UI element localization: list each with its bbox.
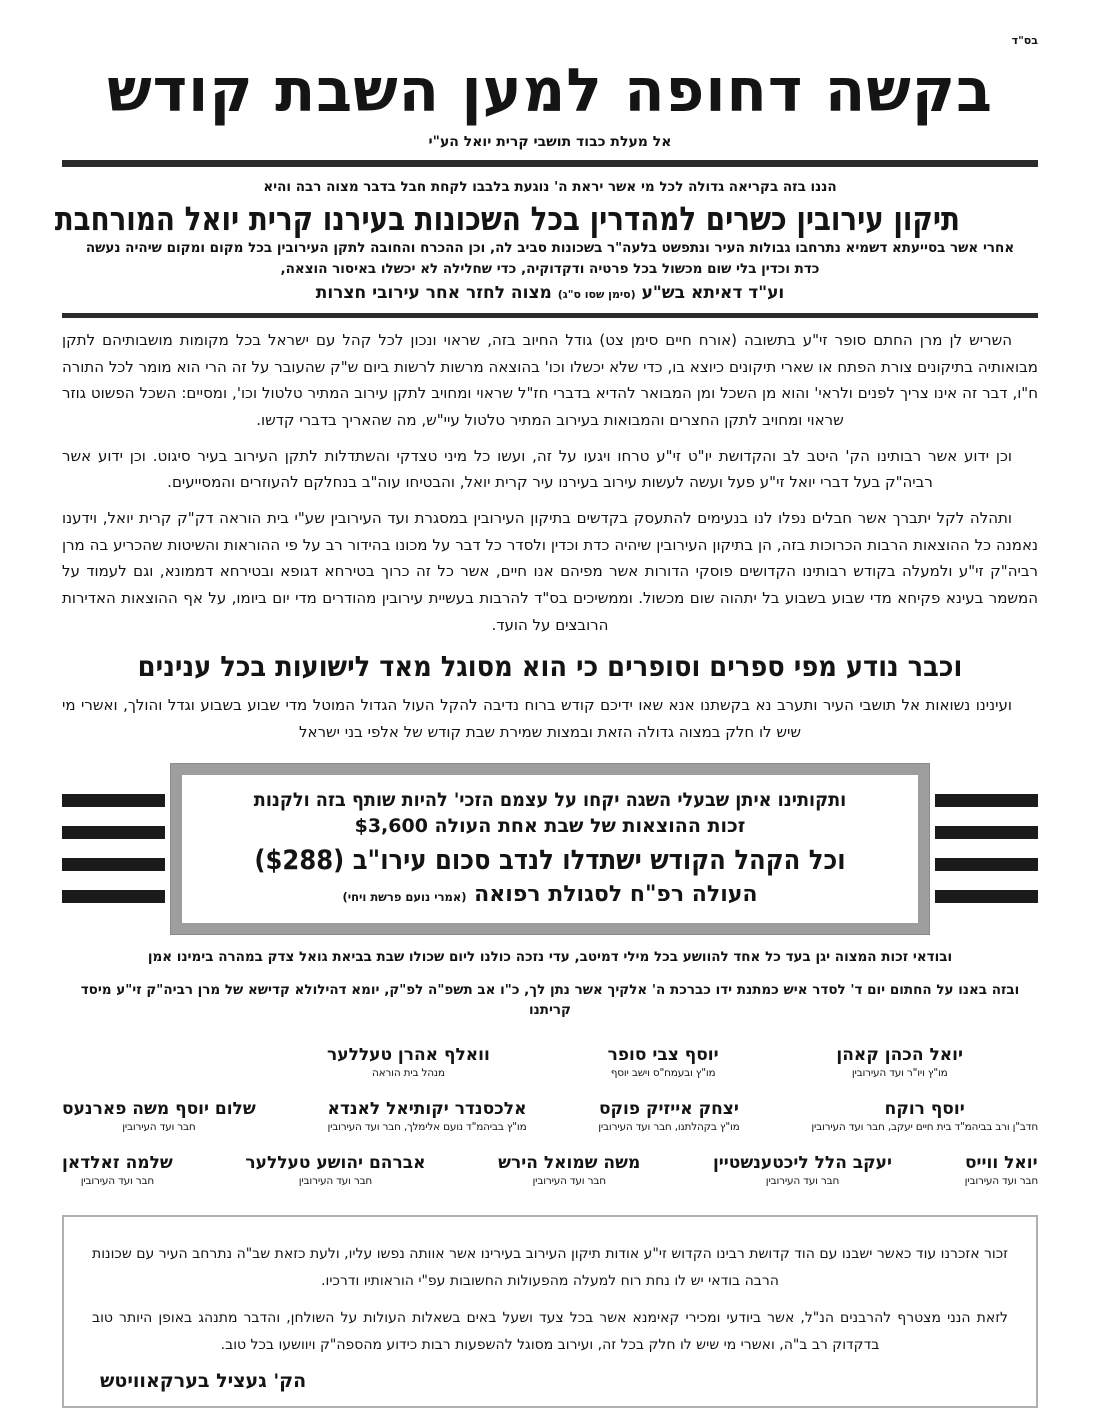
signatory [608,1045,719,1079]
signatories-row-2 [62,1099,1038,1133]
signatory-title: חבר ועד העירובין [122,1120,196,1133]
signatory-name: יצחק אייזיק פוקס [598,1098,739,1119]
decorative-stripes-left [62,794,165,903]
signatory [965,1153,1038,1187]
signatory-title: חבר ועד העירובין [532,1174,606,1187]
signatory-title: מו"ץ בביהמ"ד נועם אלימלך, חבר ועד העירובין [327,1120,527,1133]
sa-line-end: מצוה לחזר אחר עירובי חצרות [315,282,552,303]
signatories-row-1 [327,1045,963,1079]
signatory-title: מו"ץ ובעמח"ס וישב יוסף [610,1066,716,1079]
signatory [598,1099,739,1133]
signatory [62,1099,256,1133]
signatory-name: יוסף רוקח [884,1098,965,1119]
signatory [245,1153,425,1187]
pledge-citation: (אמרי נועם פרשת ויחי) [342,889,467,904]
page-title: בקשה דחופה למען השבת קודש [107,56,993,126]
signatory [836,1045,963,1079]
signatories-row-3 [62,1153,1038,1187]
page-subtitle: אל מעלת כבוד תושבי קרית יואל הע"י [428,134,672,150]
signatory-name: אלכסנדר יקותיאל לאנדא [327,1098,527,1119]
call-line: הננו בזה בקריאה גדולה לכל מי אשר יראת ה' נוגעת בלבבו לקחת חבל בדבר מצוה רבה והיא [263,179,837,195]
sa-line-start: וע"ד דאיתא בש"ע [641,282,785,303]
endorsement-box [62,1215,1038,1408]
shulchan-aruch-line [62,283,1038,303]
pledge-section [62,764,1038,934]
signatory-name: שלום יוסף משה פארנעס [62,1098,256,1119]
signatory-name: וואלף אהרן טעללער [327,1044,490,1065]
pledge-line-3: וכל הקהל הקודש ישתדלו לנדב סכום עירו"ב ($288) [254,844,846,876]
signatory-title: חבר ועד העירובין [964,1174,1038,1187]
signatory-name: שלמה זאלדאן [62,1152,173,1173]
pledge-line-1: ותקותינו איתן שבעלי השגה יקחו על עצמם הזכי' להיות שותף בזה ולקנות [253,788,847,811]
signatory-title: חבר ועד העירובין [765,1174,840,1187]
segulah-headline: וכבר נודע מפי ספרים וסופרים כי הוא מסוגל מאד לישועות בכל ענינים [137,650,963,684]
signatory-name: יואל הכהן קאהן [836,1044,963,1065]
body-paragraph-2: וכן ידוע אשר רבותינו הק' היטב לב והקדושת יו"ט זי"ע טרחו ויגעו על זה, ועשו כל מיני טצדקי והשתדלות לתקן העירוב בעיר סיגוט. וכן ידוע אשר רביה"ק בעל דברי יואל זי"ע פעל ועשה לעשות עירוב בעירנו עיר קרית יואל, והבטיחו עוה"ב בנחלקם להעוזרים והמסייעים. [62,446,1012,492]
body-paragraph-1: השריש לן מרן החתם סופר זי"ע בתשובה (אורח חיים סימן צט) גודל החיוב בזה, שראוי ונכון לכל קהל עם ישראל בכל מקומות מושבותיהם לתקן מבואותיה בתיקונים צורת הפתח או שארי תיקונים כיוצא בו, כדי שלא יכשלו וכו' בהוצאה מרשות לרשות ביום ש"ק שהעובר על זה הרי הוא מומר לכל התורה ח"ו, דבר זה אינו צריך לפנים ולראי' והוא מן השכל ומן המבואר להדיא בדברי חז"ל שראוי ומחויב לתקן עירוב המתיר טלטול וכו', ומסיים: השכל הפשוט גוזר שראוי ומחויב לתקן החצרים והמבואות בעירוב המתיר טלטול עיי"ש, מה שהאריך בדברי קדשו. [62,330,1038,429]
endorsement-paragraph-1: זכור אזכרנו עוד כאשר ישבנו עם הוד קדושת רבינו הקדוש זי"ע אודות תיקון העירוב בעירינו אשר אוותה נפשו עליו, ולעת כזאת שב"ה נתרחב העיר עם שכונות הרבה בודאי יש לו נחת רוח למעלה מהפעולות החשובות עפ"י הוראותיו ודרכיו. [92,1245,1008,1289]
divider-top [62,160,1038,167]
sa-citation: (סימן שסו ס"ג) [557,287,636,301]
body-paragraph-3: ותהלה לקל יתברך אשר חבלים נפלו לנו בנעימים להתעסק בקדשים בתיקון העירובין במסגרת ועד העירובין שע"י בית הוראה דק"ק קרית יואל, וידענו נאמנה כל ההוצאות הרבות הכרוכות בזה, הן בתיקון העירובין שיהיה כדת וכדין ולסדר כל דבר על מכונו בהידור רב על פי ההוראות והשיטות שהכריע בה מרן רביה"ק זי"ע ולמעלה בקודש רבותינו הקדושים פוסקי הדורות אשר מפיהם אנו חיים, אשר כל זה כרוך בטירחא דגופא ובטירחא דממונא, וגם לעמוד על המשמר בעינא פקיחא מדי שבוע בשבוע בל יתהוה שום מכשול. וממשיכים בס"ד להרבות בעשיית עירובין מהודרים מדי יום ביומו, על אף ההוצאות האדירות הרובצים על הועד. [62,508,1038,634]
signatory [327,1099,526,1133]
body-paragraph-4: ועינינו נשואות אל תושבי העיר ותערב נא בקשתנו אנא שאו ידיכם קודש ברוח נדיבה להקל העול הגדול המוטל מדי שבוע בשבוע וגדל והולך, ואשרי מי שיש לו חלק במצוה גדולה הזאת ובמצות שמירת שבת קודש של אלפי בני ישראל [62,696,1012,742]
signatory [811,1099,1038,1133]
closing-line-1: ובודאי זכות המצוה יגן בעד כל אחד להוושע בכל מילי דמיטב, עדי נזכה כולנו ליום שכולו שבת בביאת גואל צדק במהרה בימינו אמן [147,948,953,965]
signatory-title: חדב"ן ורב בביהמ"ד בית חיים יעקב, חבר ועד העירובין [811,1120,1038,1133]
signatory-name: יואל ווייס [964,1152,1038,1173]
signatory-name: יעקב הלל ליכטענשטיין [712,1152,893,1173]
headline-sub-2: כדת וכדין בלי שום מכשול בכל פרטיה ודקדוקיה, כדי שחלילה לא יכשלו באיסור הוצאה, [280,260,820,277]
signatory-name: משה שמואל הירש [498,1152,641,1173]
endorsement-signature: הק' געציל בערקאוויטש [100,1369,307,1392]
signatory-title: מנהל בית הוראה [371,1066,445,1079]
signatory-title: חבר ועד העירובין [80,1174,155,1187]
pledge-line-4-text: העולה רפ"ח לסגולת רפואה [474,881,758,907]
signatory-title: חבר ועד העירובין [298,1174,373,1187]
pledge-line-4 [206,882,894,907]
signatory-name: יוסף צבי סופר [607,1044,719,1065]
signatory [713,1153,892,1187]
headline-sub-1: אחרי אשר בסייעתא דשמיא נתרחבו גבולות העיר ונתפשט בלעה"ר בשכונות סביב לה, וכן ההכרח והחובה לתקן העירובין בכל מקום ומקום שיהיה נעשה [85,240,1015,256]
divider-mid [62,313,1038,318]
signatory-title: מו"ץ ויו"ר ועד העירובין [851,1066,948,1079]
signatory-name: אברהם יהושע טעללער [245,1152,426,1173]
closing-line-2: ובזה באנו על החתום יום ד' לסדר איש כמתנת ידו כברכת ה' אלקיך אשר נתן לך, כ"ו אב תשפ"ה לפ"ק, יומא דהילולא קדישא של מרן רביה"ק זי"ע מיסד קריתנו [80,982,1020,1019]
signatory [498,1153,640,1187]
decorative-stripes-right [935,794,1038,903]
pledge-box [171,764,929,934]
signatory [62,1153,173,1187]
pledge-line-2: זכות ההוצאות של שבת אחת העולה $3,600 [354,814,746,837]
bsd-label: בס"ד [1011,34,1038,47]
signatory [327,1045,490,1079]
endorsement-paragraph-2: לזאת הנני מצטרף להרבנים הנ"ל, אשר ביודעי ומכירי קאימנא אשר בכל צעד ושעל באים בשאלות העולות על השולחן, והדבר מתנהג באופן היותר טוב בדקדוק רב ב"ה, ואשרי מי שיש לו חלק בכל זה, ועירוב מסוגל להשפעות רבות כידוע מהספה"ק ויוושעו בכל טוב. [92,1310,1008,1354]
signatory-title: מו"ץ בקהלתנו, חבר ועד העירובין [598,1120,740,1133]
eruv-headline: תיקון עירובין כשרים למהדרין בכל השכונות בעירנו קרית יואל המורחבת [54,199,960,238]
